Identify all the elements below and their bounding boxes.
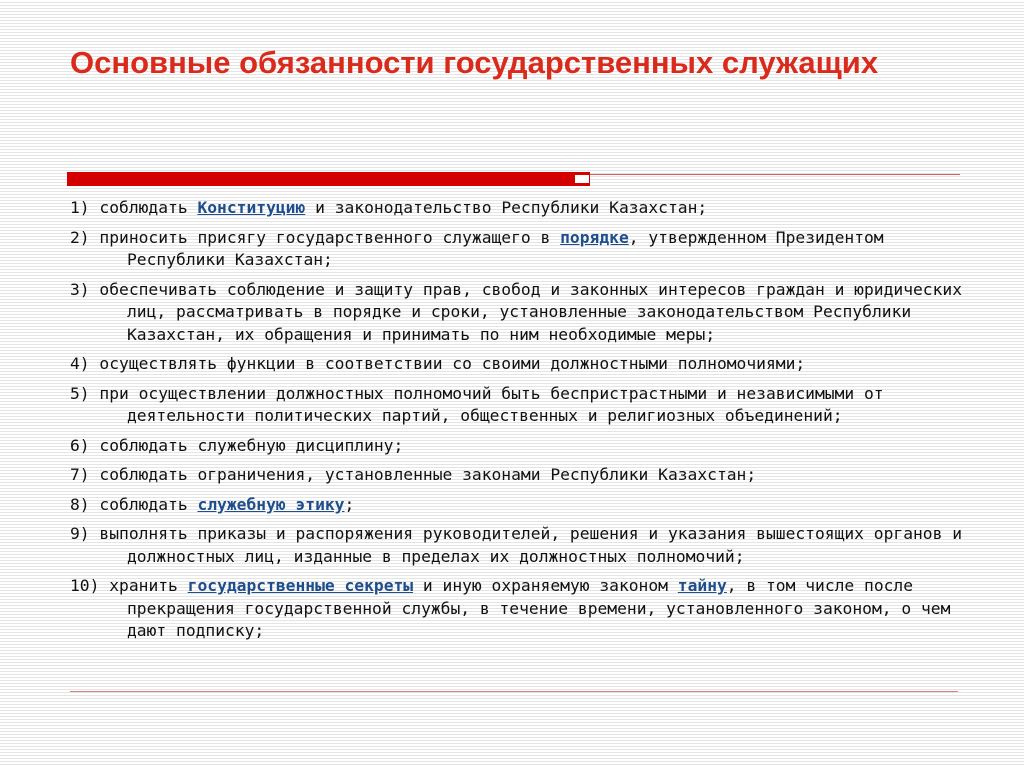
footer-divider [70,691,958,692]
duty-link[interactable]: служебную этику [197,494,345,514]
duty-number: 4) [70,354,90,373]
duty-item [70,464,970,487]
duty-link[interactable]: порядке [560,227,629,247]
duty-text: приносить присягу государственного служащего в [99,227,561,247]
duty-item [70,494,970,517]
duty-number: 1) [70,198,90,217]
duty-text: ; [344,494,355,514]
duty-number: 9) [70,524,90,543]
duty-item [70,197,970,220]
duty-text: выполнять приказы и распоряжения руководителей, решения и указания вышестоящих органов и должностных лиц, изданные в пределах их должностных полномочий; [99,524,963,566]
duty-item [70,353,970,376]
duty-number: 5) [70,383,90,403]
duty-text: соблюдать служебную дисциплину; [99,435,404,455]
title-accent-bar [67,172,590,186]
duty-text: соблюдать [99,198,198,217]
duty-item [70,279,970,347]
duty-text: хранить [109,576,188,595]
duty-text: , в том числе после прекращения государственной службы, в течение времени, установленного законом, о чем дают подписку; [127,576,951,640]
duty-number: 3) [70,279,90,299]
slide-title: Основные обязанности государственных служащих [70,45,879,80]
duties-list [70,197,970,650]
duty-item [70,435,970,458]
duty-number: 7) [70,465,90,484]
duty-item [70,523,970,568]
title-accent-line [590,174,960,175]
duty-text: осуществлять функции в соответствии со своими должностными полномочиями; [99,354,806,373]
title-accent-square [574,174,590,184]
duty-number: 8) [70,494,90,514]
duty-link[interactable]: Конституцию [197,198,306,217]
duty-link[interactable]: тайну [677,576,727,595]
duty-item [70,383,970,428]
duty-text: и законодательство Республики Казахстан; [305,198,708,217]
duty-number: 2) [70,227,90,247]
duty-link[interactable]: государственные секреты [187,576,414,595]
duty-number: 6) [70,435,90,455]
duty-item [70,227,970,272]
duty-text: , утвержденном Президентом Республики Казахстан; [127,227,884,269]
duty-text: при осуществлении должностных полномочий быть беспристрастными и независимыми от деятельности политических партий, общественных и религиозных объединений; [99,383,884,425]
duty-text: соблюдать [99,494,198,514]
duty-number: 10) [70,576,100,595]
duty-item [70,575,970,643]
duty-text: соблюдать ограничения, установленные законами Республики Казахстан; [99,465,757,484]
duty-text: обеспечивать соблюдение и защиту прав, свобод и законных интересов граждан и юридических лиц, рассматривать в порядке и сроки, установленные законодательством Республики Казахстан, их обращения и принимать по ним необходимые меры; [99,279,963,344]
duty-text: и иную охраняемую законом [413,576,678,595]
